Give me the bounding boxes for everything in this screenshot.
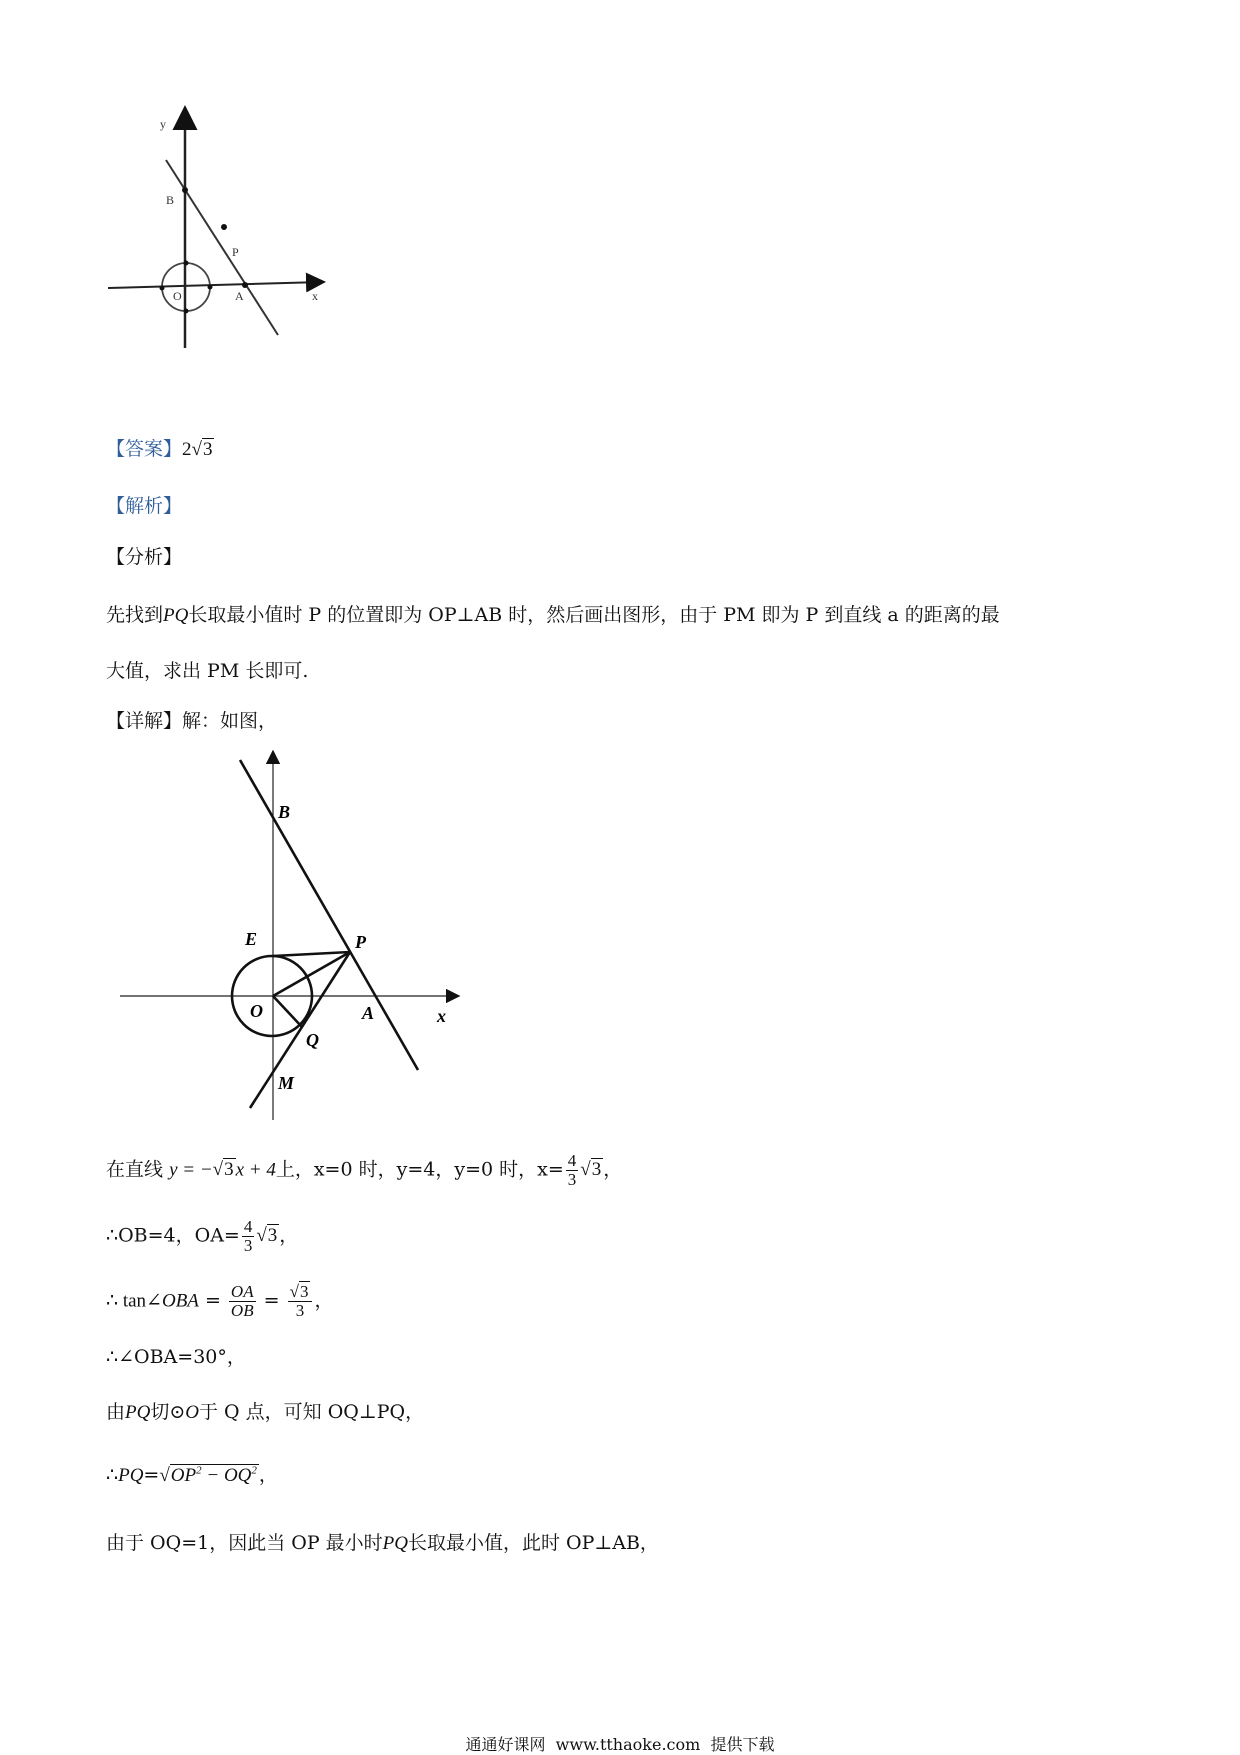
x-axis (108, 282, 322, 288)
analysis-tag: 【解析】 (106, 495, 183, 517)
fenxi-tag: 【分析】 (106, 546, 183, 568)
label-m: M (278, 1073, 295, 1093)
segment-oq (273, 996, 302, 1027)
footer: 通通好课网 www.tthaoke.com 提供下载 (465, 1735, 775, 1754)
answer-tag: 【答案】 (106, 438, 183, 460)
detail-tag: 【详解】 (106, 710, 183, 732)
tangent-pe (273, 952, 350, 956)
figure-1-sketch (100, 100, 340, 360)
label-p: P (232, 245, 239, 259)
detail-line: 【详解】解：如图， (106, 710, 278, 732)
label-p: P (355, 932, 366, 952)
answer-line (106, 438, 214, 462)
step-5: 由PQ切⊙O于 Q 点，可知 OQ⊥PQ， (106, 1401, 425, 1423)
label-o: O (250, 1001, 263, 1021)
line-ab (166, 160, 278, 335)
label-x: x (437, 1006, 446, 1026)
line-pm (250, 952, 350, 1108)
label-q: Q (306, 1030, 319, 1050)
label-e: E (245, 929, 258, 949)
fenxi-line-2: 大值，求出 PM 长即可. (106, 660, 309, 682)
label-a: A (362, 1003, 375, 1023)
step-6: $\therefore PQ=√OP^2 - OQ^2$ ， (106, 1464, 278, 1486)
fraction-4-3: $\frac{4}{3}$ (567, 1151, 577, 1189)
step-7: 由于 OQ=1，因此当 OP 最小时PQ长取最小值，此时 OP⊥AB， (106, 1532, 659, 1554)
label-a: A (235, 289, 244, 303)
fenxi-line-1: 先找到PQ长取最小值时 P 的位置即为 OP⊥AB 时，然后画出图形，由于 PM 即为 P 到直线 a 的距离的最 (106, 604, 1000, 626)
label-x: x (312, 289, 318, 303)
answer-coef: 2 (182, 439, 192, 460)
label-b: B (166, 193, 175, 207)
figure-2-diagram (110, 750, 470, 1120)
answer-sqrt: √3 (191, 439, 213, 460)
label-o: O (173, 289, 182, 303)
label-y: y (160, 117, 166, 131)
step-4: ∴∠OBA=30°， (106, 1346, 246, 1368)
line-ab (240, 760, 418, 1070)
step-1: 在直线 y = −√3 x + 4上，x=0 时，y=4，y=0 时，x= $\frac{4}{3}$ √3 ， (106, 1151, 623, 1189)
step-2: ∴OB=4，OA= $\frac{4}{3}$ √3 ， (106, 1217, 299, 1255)
label-b: B (278, 802, 291, 822)
step-3: ∴ tan∠OBA = $\frac{OA}{OB}$ = $\frac{√3}{3}$ ， (106, 1282, 334, 1320)
